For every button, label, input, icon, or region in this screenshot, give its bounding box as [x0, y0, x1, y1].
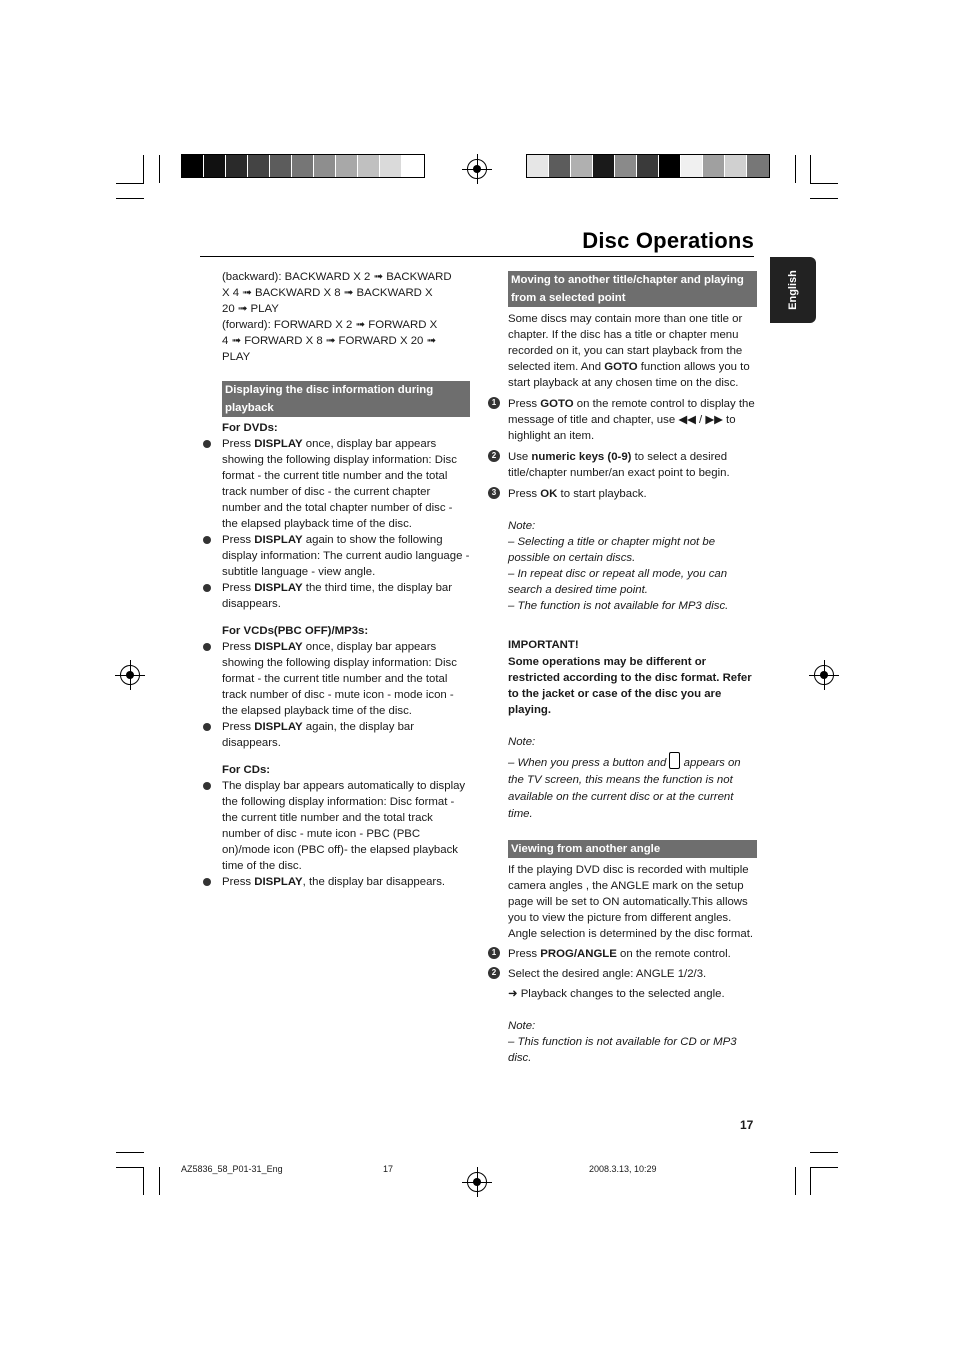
important-label: IMPORTANT!	[508, 639, 579, 651]
crop-mark	[810, 1167, 811, 1195]
crop-mark	[810, 183, 838, 184]
dvd-list	[222, 436, 470, 612]
section-heading-display-info: Displaying the disc information during playback	[222, 381, 470, 417]
bullet-icon	[203, 584, 211, 592]
step-item: 1 Press GOTO on the remote control to display the message of title and chapter, use ◀◀ / ▶▶ to highlight an item.	[508, 396, 757, 444]
page-number: 17	[740, 1118, 754, 1132]
sequence-line: X 4 ➟ BACKWARD X 8 ➟ BACKWARD X	[222, 287, 433, 299]
title-rule	[200, 256, 754, 257]
crop-mark	[810, 1152, 838, 1153]
steps-angle	[491, 946, 757, 982]
sequence-line: (forward): FORWARD X 2 ➟ FORWARD X	[222, 319, 438, 331]
bullet-item: Press DISPLAY the third time, the display bar disappears.	[222, 580, 470, 612]
crop-mark	[116, 198, 144, 199]
crop-mark	[159, 155, 160, 183]
rewind-forward-sequence	[222, 269, 470, 365]
step-number-icon: 1	[488, 397, 500, 409]
step-item: 1 Press PROG/ANGLE on the remote control.	[508, 946, 757, 962]
step-number-icon: 1	[488, 947, 500, 959]
steps-title-chapter	[491, 396, 757, 502]
footer-page: 17	[383, 1164, 394, 1174]
bullet-item: The display bar appears automatically to display the following display information: Disc format - the current title number and the total track number of disc - mute icon - PBC (PBC on)/mode icon (PBC off)- the elapsed playback time of the disc.	[222, 778, 470, 874]
important-text: Some operations may be different or restricted according to the disc format. Refer to the jacket or case of the disc you are playing.	[508, 656, 752, 716]
bullet-item: Press DISPLAY again to show the following display information: The current audio language - subtitle language - view angle.	[222, 532, 470, 580]
footer-date: 2008.3.13, 10:29	[589, 1164, 657, 1174]
note-item: – In repeat disc or repeat all mode, you can search a desired time point.	[508, 568, 728, 596]
cds-label: For CDs:	[222, 764, 271, 776]
step-number-icon: 3	[488, 487, 500, 499]
step-number-icon: 2	[488, 450, 500, 462]
language-tab	[770, 257, 816, 323]
left-column	[222, 269, 470, 890]
intro-title-chapter: Some discs may contain more than one title or chapter. If the disc has a title or chapter menu recorded on it, you can start playback from the selected item. And GOTO function allows you to start playback at any chosen time on the disc.	[508, 313, 750, 389]
crop-mark	[116, 183, 144, 184]
bullet-icon	[203, 440, 211, 448]
step-item: 2 Use numeric keys (0-9) to select a desired title/chapter number/an exact point to begin.	[508, 449, 757, 481]
note-item: – The function is not available for MP3 disc.	[508, 600, 729, 612]
notes-title-chapter	[508, 534, 757, 614]
bullet-icon	[203, 536, 211, 544]
page-title: Disc Operations	[582, 228, 754, 253]
vcd-list	[222, 639, 470, 751]
section-heading-title-chapter: Moving to another title/chapter and playing from a selected point	[508, 271, 757, 307]
sequence-line: PLAY	[222, 351, 251, 363]
step-number-icon: 2	[488, 967, 500, 979]
note-label: Note:	[508, 1020, 536, 1032]
note-label: Note:	[508, 736, 536, 748]
sequence-line: (backward): BACKWARD X 2 ➟ BACKWARD	[222, 271, 452, 283]
intro-angle: If the playing DVD disc is recorded with multiple camera angles , the ANGLE mark on the setup page will be set to ON automatically.This allows you to view the picture from different angles. Angle selection is determined by the disc format.	[508, 864, 754, 940]
right-column	[491, 271, 757, 1066]
bullet-icon	[203, 878, 211, 886]
registration-mark-icon	[467, 1172, 487, 1192]
color-bar-left	[181, 154, 425, 178]
section-heading-angle: Viewing from another angle	[508, 840, 757, 858]
hand-icon	[669, 752, 680, 769]
bullet-icon	[203, 782, 211, 790]
crop-mark	[159, 1167, 160, 1195]
language-tab-label: English	[787, 270, 799, 310]
registration-mark-icon	[814, 665, 834, 685]
dvds-label: For DVDs:	[222, 422, 278, 434]
note-unavailable: – When you press a button and appears on the TV screen, this means the function is not available on the current disc or at the current time.	[508, 752, 757, 823]
crop-mark	[810, 198, 838, 199]
footer-file: AZ5836_58_P01-31_Eng	[181, 1164, 283, 1174]
bullet-item: Press DISPLAY, the display bar disappears.	[222, 874, 470, 890]
note-item: – This function is not available for CD or MP3 disc.	[508, 1036, 737, 1064]
vcds-label: For VCDs(PBC OFF)/MP3s:	[222, 625, 369, 637]
angle-result: ➜ Playback changes to the selected angle.	[508, 988, 725, 1000]
crop-mark	[810, 1167, 838, 1168]
sequence-line: 20 ➟ PLAY	[222, 303, 279, 315]
crop-mark	[810, 155, 811, 183]
crop-mark	[795, 155, 796, 183]
bullet-icon	[203, 723, 211, 731]
crop-mark	[143, 1167, 144, 1195]
note-label: Note:	[508, 520, 536, 532]
sequence-line: 4 ➟ FORWARD X 8 ➟ FORWARD X 20 ➟	[222, 335, 437, 347]
crop-mark	[795, 1167, 796, 1195]
color-bar-right	[526, 154, 770, 178]
step-item: 2 Select the desired angle: ANGLE 1/2/3.	[508, 966, 757, 982]
bullet-item: Press DISPLAY once, display bar appears showing the following display information: Disc format - the current title number and the total track number of disc - the current chapter number and the total chapter number of disc - the elapsed playback time of the disc.	[222, 436, 470, 532]
cd-list	[222, 778, 470, 890]
crop-mark	[116, 1152, 144, 1153]
notes-angle	[508, 1034, 757, 1066]
registration-mark-icon	[120, 665, 140, 685]
crop-mark	[143, 155, 144, 183]
bullet-item: Press DISPLAY once, display bar appears showing the following display information: Disc format - the current title number and the total track number of disc - mute icon - mode icon - the elapsed playback time of the disc.	[222, 639, 470, 719]
registration-mark-icon	[467, 159, 487, 179]
bullet-item: Press DISPLAY again, the display bar disappears.	[222, 719, 470, 751]
bullet-icon	[203, 643, 211, 651]
crop-mark	[116, 1167, 144, 1168]
note-item: – Selecting a title or chapter might not be possible on certain discs.	[508, 536, 716, 564]
step-item: 3 Press OK to start playback.	[508, 486, 757, 502]
